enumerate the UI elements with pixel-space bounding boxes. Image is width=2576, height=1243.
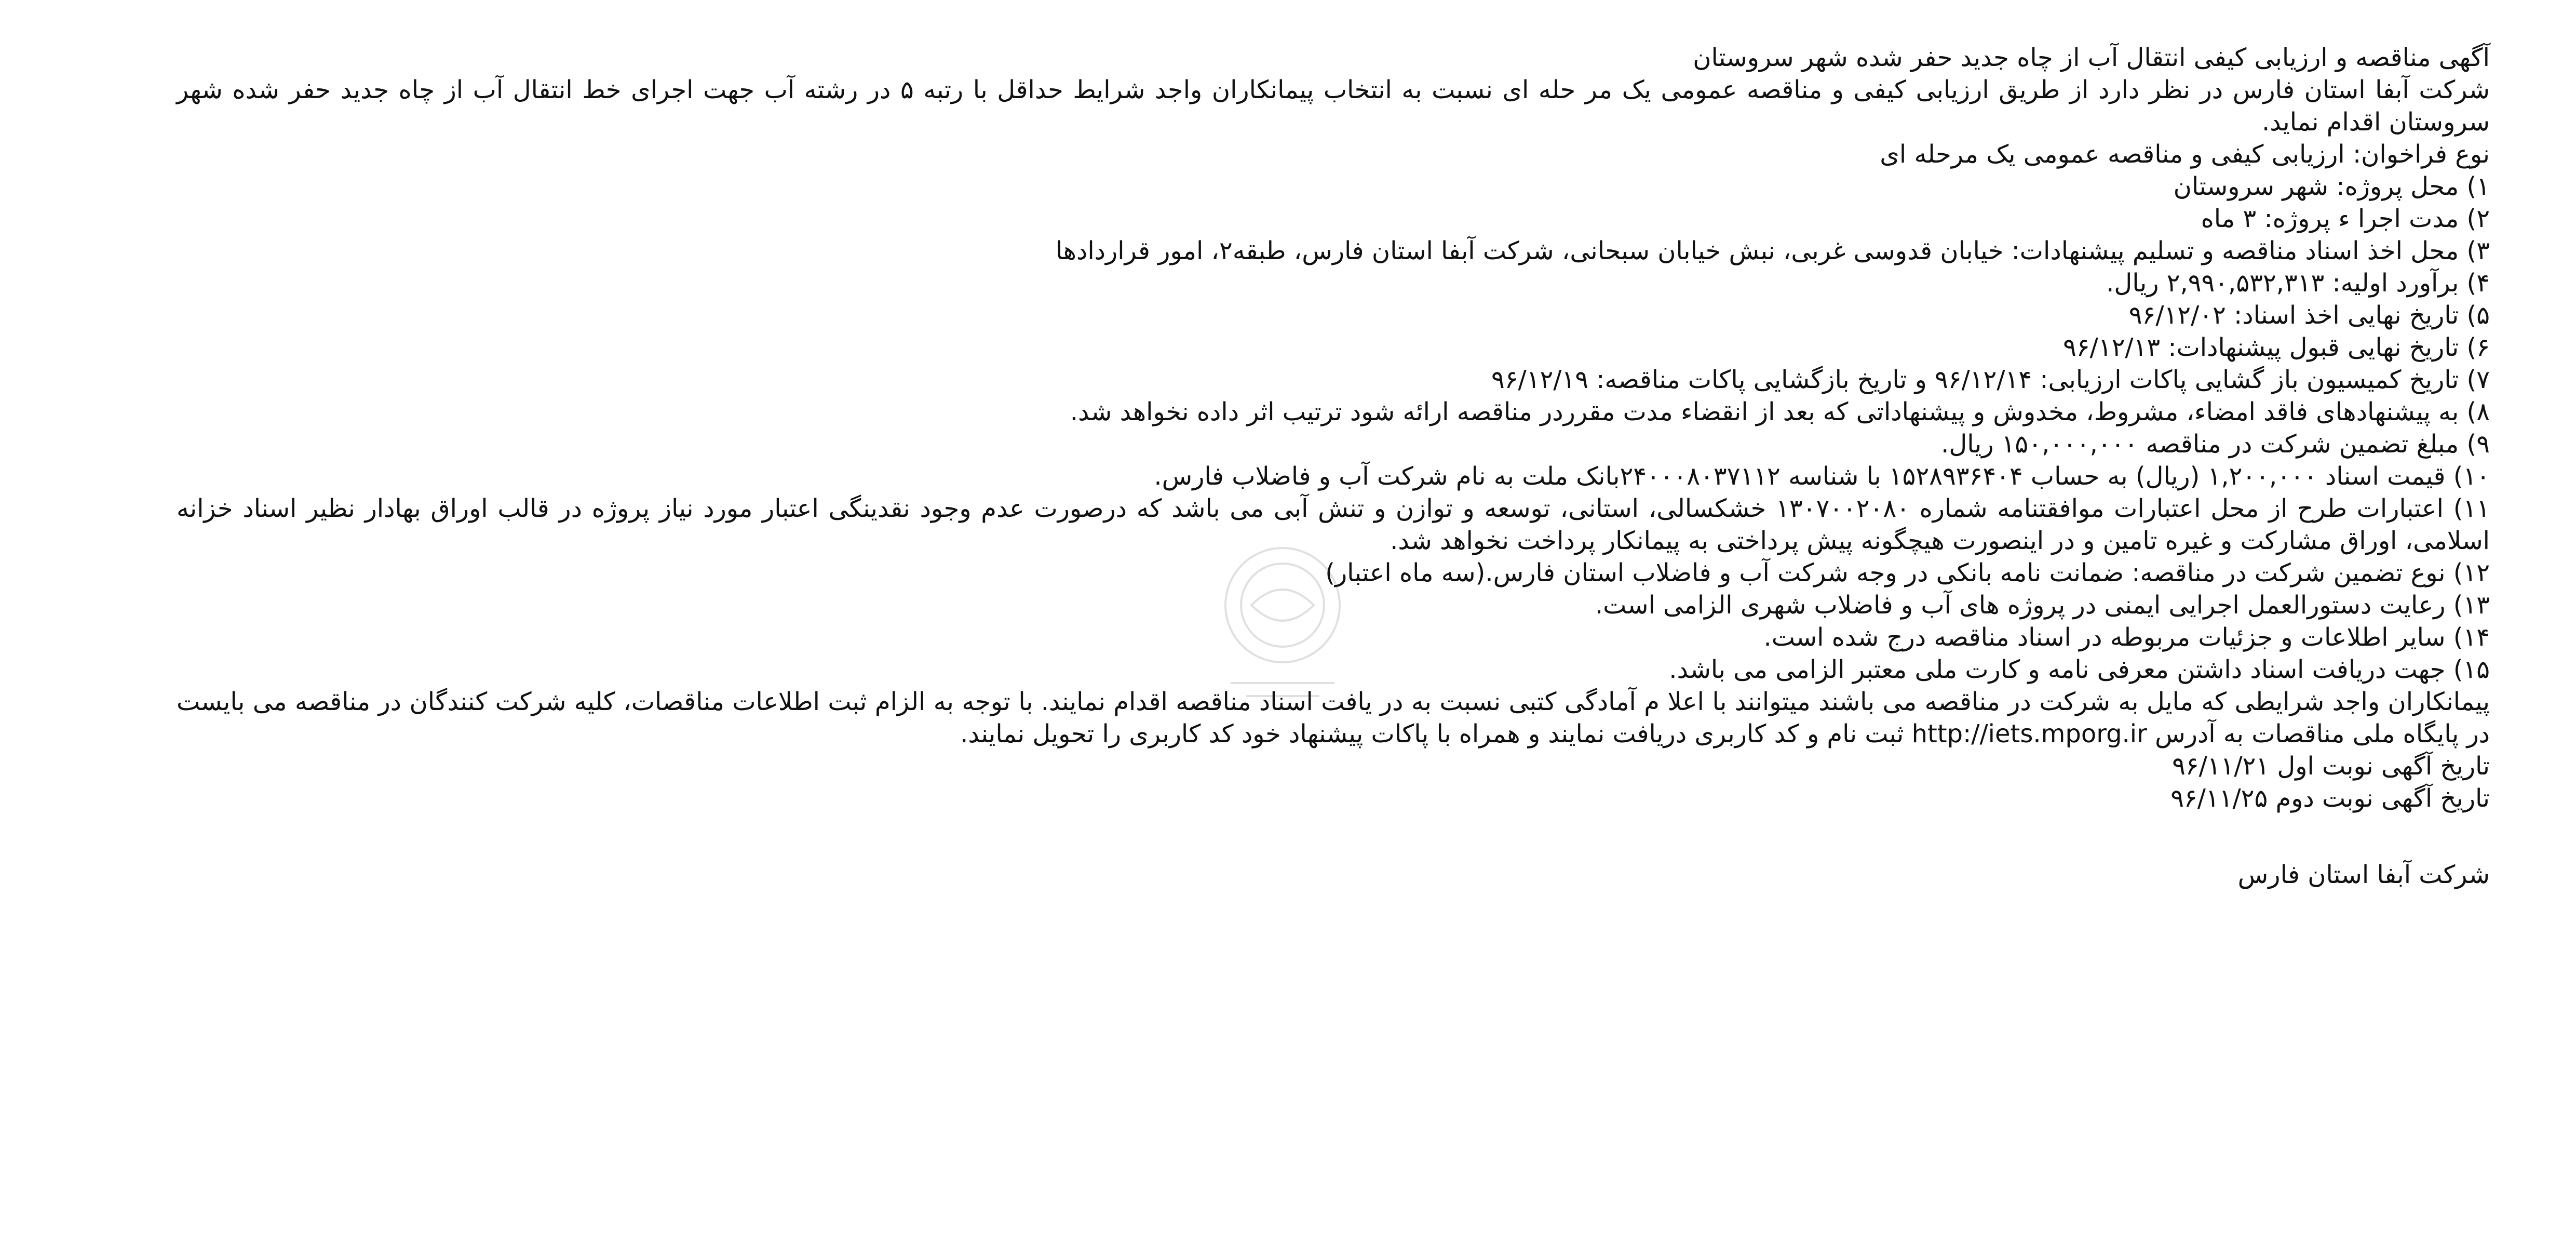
list-item: ۸) به پیشنهادهای فاقد امضاء، مشروط، مخدوش و پیشنهاداتی که بعد از انقضاء مدت مقرردر مناقصه ارائه شود ترتیب اثر داده نخواهد شد.: [1070, 397, 2490, 426]
list-item: ۱۲) نوع تضمین شرکت در مناقصه: ضمانت نامه بانکی در وجه شرکت آب و فاضلاب استان فارس.(سه ماه اعتبار): [1325, 558, 2490, 587]
list-item: ۱۱) اعتبارات طرح از محل اعتبارات موافقتنامه شماره ۱۳۰۷۰۰۲۰۸۰ خشکسالی، استانی، توسعه و توازن و تنش آبی می باشد که درصورت عدم وجود نقدینگی اعتبار مورد نیاز پروژه در قالب اوراق بهادار نظیر اسناد خزانه اسلامی، اوراق مشارکت و غیره تامین و در اینصورت هیچگونه پیش پرداختی به پیمانکار پرداخت نخواهد شد.: [177, 494, 2490, 555]
closing-paragraph: پیمانکاران واجد شرایطی که مایل به شرکت در مناقصه می باشند میتوانند با اعلا م آمادگی کتبی نسبت به در یافت اسناد مناقصه اقدام نمایند. با توجه به الزام ثبت اطلاعات مناقصات، کلیه شرکت کنندگان در مناقصه می بایست در پایگاه ملی مناقصات به آدرس http://iets.mporg.ir ثبت نام و کد کاربری دریافت نمایند و همراه با پاکات پیشنهاد خود کد کاربری را تحویل نمایند.: [177, 687, 2490, 749]
list-item: ۴) برآورد اولیه: ۲,۹۹۰,۵۳۲,۳۱۳ ریال.: [2106, 269, 2490, 298]
list-item: ۶) تاریخ نهایی قبول پیشنهادات: ۹۶/۱۲/۱۳: [2063, 333, 2490, 362]
list-item: ۲) مدت اجرا ء پروژه: ۳ ماه: [2201, 204, 2490, 233]
list-item: ۱) محل پروژه: شهر سروستان: [2173, 172, 2490, 201]
list-item: ۹) مبلغ تضمین شرکت در مناقصه ۱۵۰,۰۰۰,۰۰۰ ریال.: [1941, 430, 2490, 459]
notice-title: آگهی مناقصه و ارزیابی کیفی انتقال آب از چاه جدید حفر شده شهر سروستان: [1693, 43, 2490, 72]
list-item: ۳) محل اخذ اسناد مناقصه و تسلیم پیشنهادات: خیابان قدوسی غربی، نبش خیابان سبحانی، شرکت آبفا استان فارس، طبقه۲، امور قراردادها: [1056, 236, 2490, 265]
list-item: ۷) تاریخ کمیسیون باز گشایی پاکات ارزیابی: ۹۶/۱۲/۱۴ و تاریخ بازگشایی پاکات مناقصه: ۹۶/۱۲/۱۹: [1491, 365, 2490, 394]
list-item: ۱۳) رعایت دستورالعمل اجرایی ایمنی در پروژه های آب و فاضلاب شهری الزامی است.: [1595, 591, 2490, 620]
tender-notice: [177, 42, 2490, 891]
first-notice-date: تاریخ آگهی نوبت اول ۹۶/۱۱/۲۱: [2172, 752, 2490, 781]
signature: شرکت آبفا استان فارس: [2237, 860, 2490, 889]
second-notice-date: تاریخ آگهی نوبت دوم ۹۶/۱۱/۲۵: [2170, 784, 2490, 813]
list-item: ۱۵) جهت دریافت اسناد داشتن معرفی نامه و کارت ملی معتبر الزامی می باشد.: [1669, 655, 2490, 684]
spacer: [177, 814, 2490, 859]
list-item: ۱۴) سایر اطلاعات و جزئیات مربوطه در اسناد مناقصه درج شده است.: [1763, 623, 2490, 652]
call-type: نوع فراخوان: ارزیابی کیفی و مناقصه عمومی یک مرحله ای: [1880, 140, 2490, 169]
list-item: ۱۰) قیمت اسناد ۱,۲۰۰,۰۰۰ (ریال) به حساب ۱۵۲۸۹۳۶۴۰۴ با شناسه ۲۴۰۰۰۸۰۳۷۱۱۲بانک ملت به نام شرکت آب و فاضلاب فارس.: [1154, 462, 2490, 491]
list-item: ۵) تاریخ نهایی اخذ اسناد: ۹۶/۱۲/۰۲: [2128, 301, 2490, 330]
notice-intro: شرکت آبفا استان فارس در نظر دارد از طریق ارزیابی کیفی و مناقصه عمومی یک مر حله ای نسبت به انتخاب پیمانکاران واجد شرایط حداقل با رتبه ۵ در رشته آب جهت اجرای خط انتقال آب از چاه جدید حفر شده شهر سروستان اقدام نماید.: [177, 75, 2490, 137]
